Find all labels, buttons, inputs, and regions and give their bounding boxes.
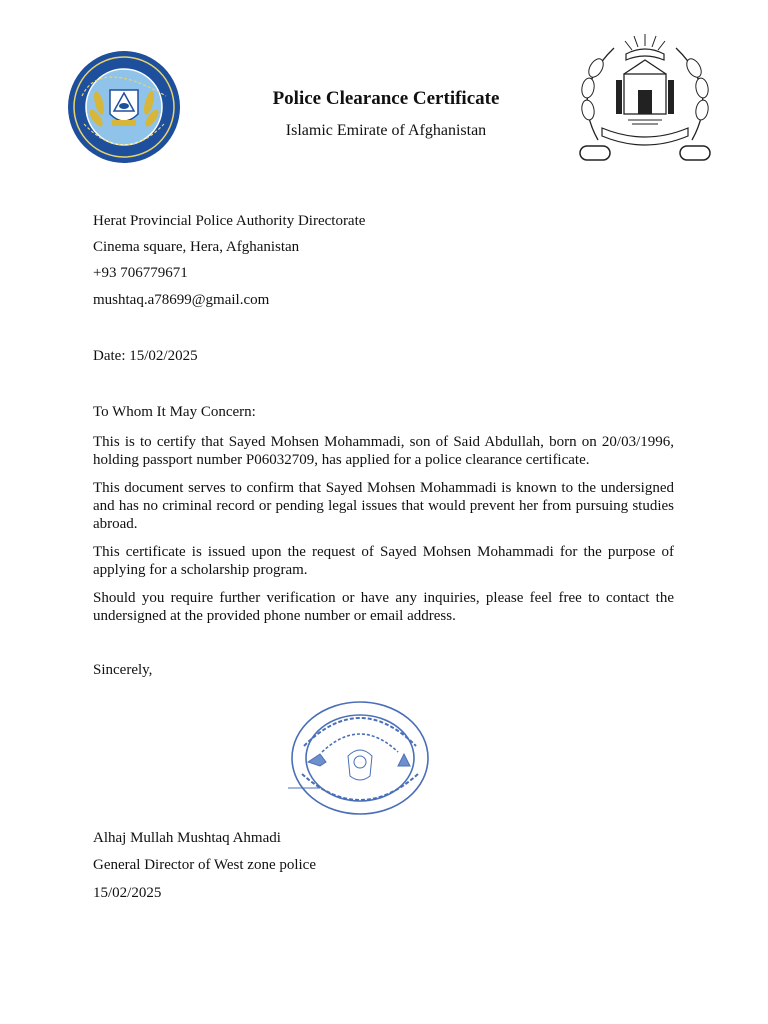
signatory-title: General Director of West zone police (93, 857, 317, 873)
emirate-emblem-icon (574, 30, 716, 166)
closing: Sincerely, (93, 662, 153, 678)
certificate-subtitle: Islamic Emirate of Afghanistan (285, 122, 487, 139)
certificate-title: Police Clearance Certificate (272, 88, 500, 109)
police-emblem-icon (60, 48, 188, 166)
sender-address: Cinema square, Hera, Afghanistan (93, 239, 300, 255)
signatory-date: 15/02/2025 (93, 885, 162, 901)
sender-organization: Herat Provincial Police Authority Directorate (93, 213, 366, 229)
paragraph-contact: Should you require further verification or have any inquiries, please feel free to contact the undersigned at the provided phone number or email address. (93, 590, 674, 624)
sender-email: mushtaq.a78699@gmail.com (93, 292, 270, 308)
salutation: To Whom It May Concern: (93, 404, 256, 420)
paragraph-purpose: This certificate is issued upon the request of Sayed Mohsen Mohammadi for the purpose of applying for a scholarship program. (93, 544, 674, 578)
official-stamp-icon (286, 696, 434, 820)
date-line: Date: 15/02/2025 (93, 348, 198, 364)
sender-phone: +93 706779671 (93, 265, 188, 281)
signatory-name: Alhaj Mullah Mushtaq Ahmadi (93, 830, 281, 846)
paragraph-confirm: This document serves to confirm that Sayed Mohsen Mohammadi is known to the undersigned and has no criminal record or pending legal issues that would prevent her from pursuing studies abroad. (93, 480, 674, 532)
paragraph-certify: This is to certify that Sayed Mohsen Mohammadi, son of Said Abdullah, born on 20/03/1996, holding passport number P06032709, has applied for a police clearance certificate. (93, 434, 674, 468)
